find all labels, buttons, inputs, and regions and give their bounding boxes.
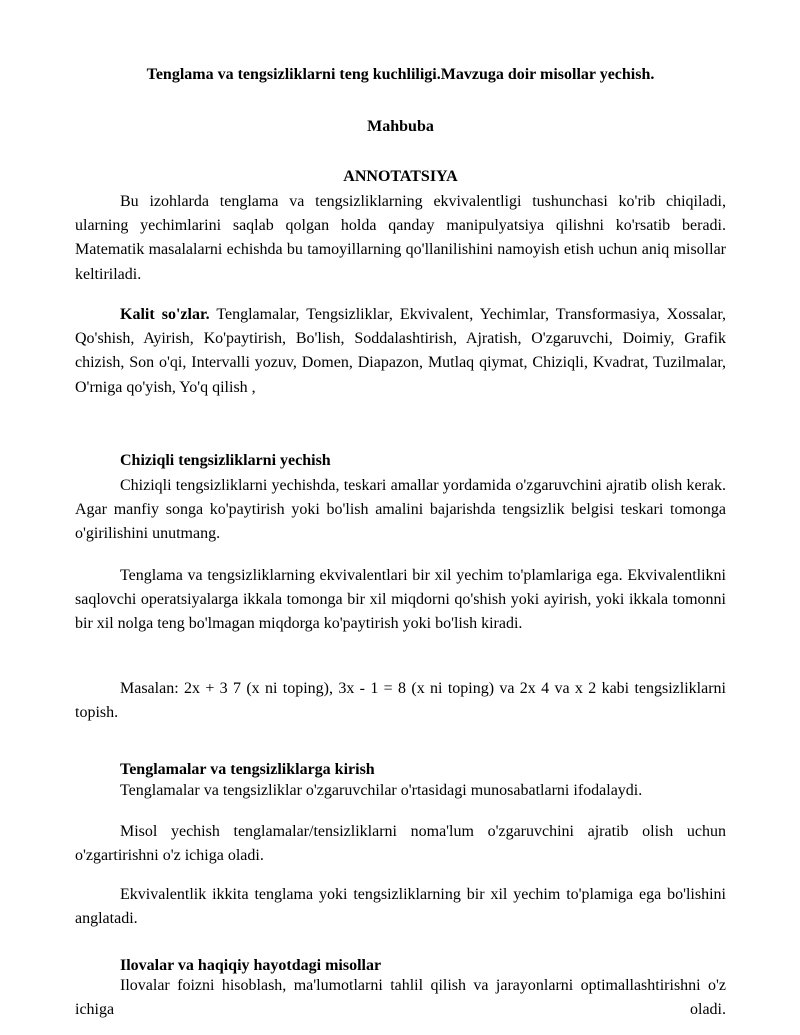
paragraph: Tenglamalar va tengsizliklar o'zgaruvchilar o'rtasidagi munosabatlarni ifodalaydi. [120, 782, 643, 799]
paragraph: Tenglama va tengsizliklarning ekvivalentlari bir xil yechim to'plamlariga ega. Ekvivalentlikni saqlovchi operatsiyalarga ikkala tomonga bir xil miqdorni qo'shish yoki ayirish, yoki ikkala tomonni bir xil nolga teng bo'lmagan miqdorga ko'paytirish yoki bo'lish kiradi. [75, 567, 726, 633]
section-heading-linear-inequalities: Chiziqli tengsizliklarni yechish [120, 452, 331, 469]
paragraph: Masalan: 2x + 3 7 (x ni toping), 3x - 1 = 8 (x ni toping) va 2x 4 va x 2 kabi tengsizliklarni topish. [75, 680, 726, 722]
paragraph: Chiziqli tengsizliklarni yechishda, teskari amallar yordamida o'zgaruvchini ajratib olish kerak. Agar manfiy songa ko'paytirish yoki bo'lish amalini bajarishda tengsizlik belgisi teskari tomonga o'girilishini unutmang. [75, 477, 726, 543]
paragraph: Ilovalar foizni hisoblash, ma'lumotlarni tahlil qilish va jarayonlarni optimallashtirishni o'z ichiga oladi. [75, 977, 726, 1019]
keywords-label: Kalit so'zlar. [120, 306, 210, 323]
document-title: Tenglama va tengsizliklarni teng kuchliligi.Mavzuga doir misollar yechish. [146, 66, 655, 83]
paragraph: Ekvivalentlik ikkita tenglama yoki tengsizliklarning bir xil yechim to'plamiga ega bo'lishini anglatadi. [75, 886, 726, 928]
section-heading-applications: Ilovalar va haqiqiy hayotdagi misollar [120, 957, 382, 974]
keywords-paragraph [75, 303, 726, 400]
annotation-text: Bu izohlarda tenglama va tengsizliklarning ekvivalentligi tushunchasi ko'rib chiqiladi, ularning yechimlarini saqlab qolgan holda qanday manipulyatsiya qilishni ko'rsatib beradi. Matematik masalalarni echishda bu tamoyillarning qo'llanilishini namoyish etish uchun aniq misollar keltiriladi. [75, 193, 726, 283]
author-name: Mahbuba [367, 118, 434, 135]
paragraph: Misol yechish tenglamalar/tensizliklarni noma'lum o'zgaruvchini ajratib olish uchun o'zgartirishni o'z ichiga oladi. [75, 823, 726, 865]
keywords-text: Tenglamalar, Tengsizliklar, Ekvivalent, Yechimlar, Transformasiya, Xossalar, Qo'shish, Ayirish, Ko'paytirish, Bo'lish, Soddalashtirish, Ajratish, O'zgaruvchi, Doimiy, Grafik chizish, Son o'qi, Intervalli yozuv, Domen, Diapazon, Mutlaq qiymat, Chiziqli, Kvadrat, Tuzilmalar, O'rniga qo'yish, Yo'q qilish , [75, 306, 727, 396]
annotation-heading: ANNOTATSIYA [343, 168, 458, 185]
document-page [75, 0, 726, 1035]
section-heading-introduction: Tenglamalar va tengsizliklarga kirish [120, 761, 375, 778]
